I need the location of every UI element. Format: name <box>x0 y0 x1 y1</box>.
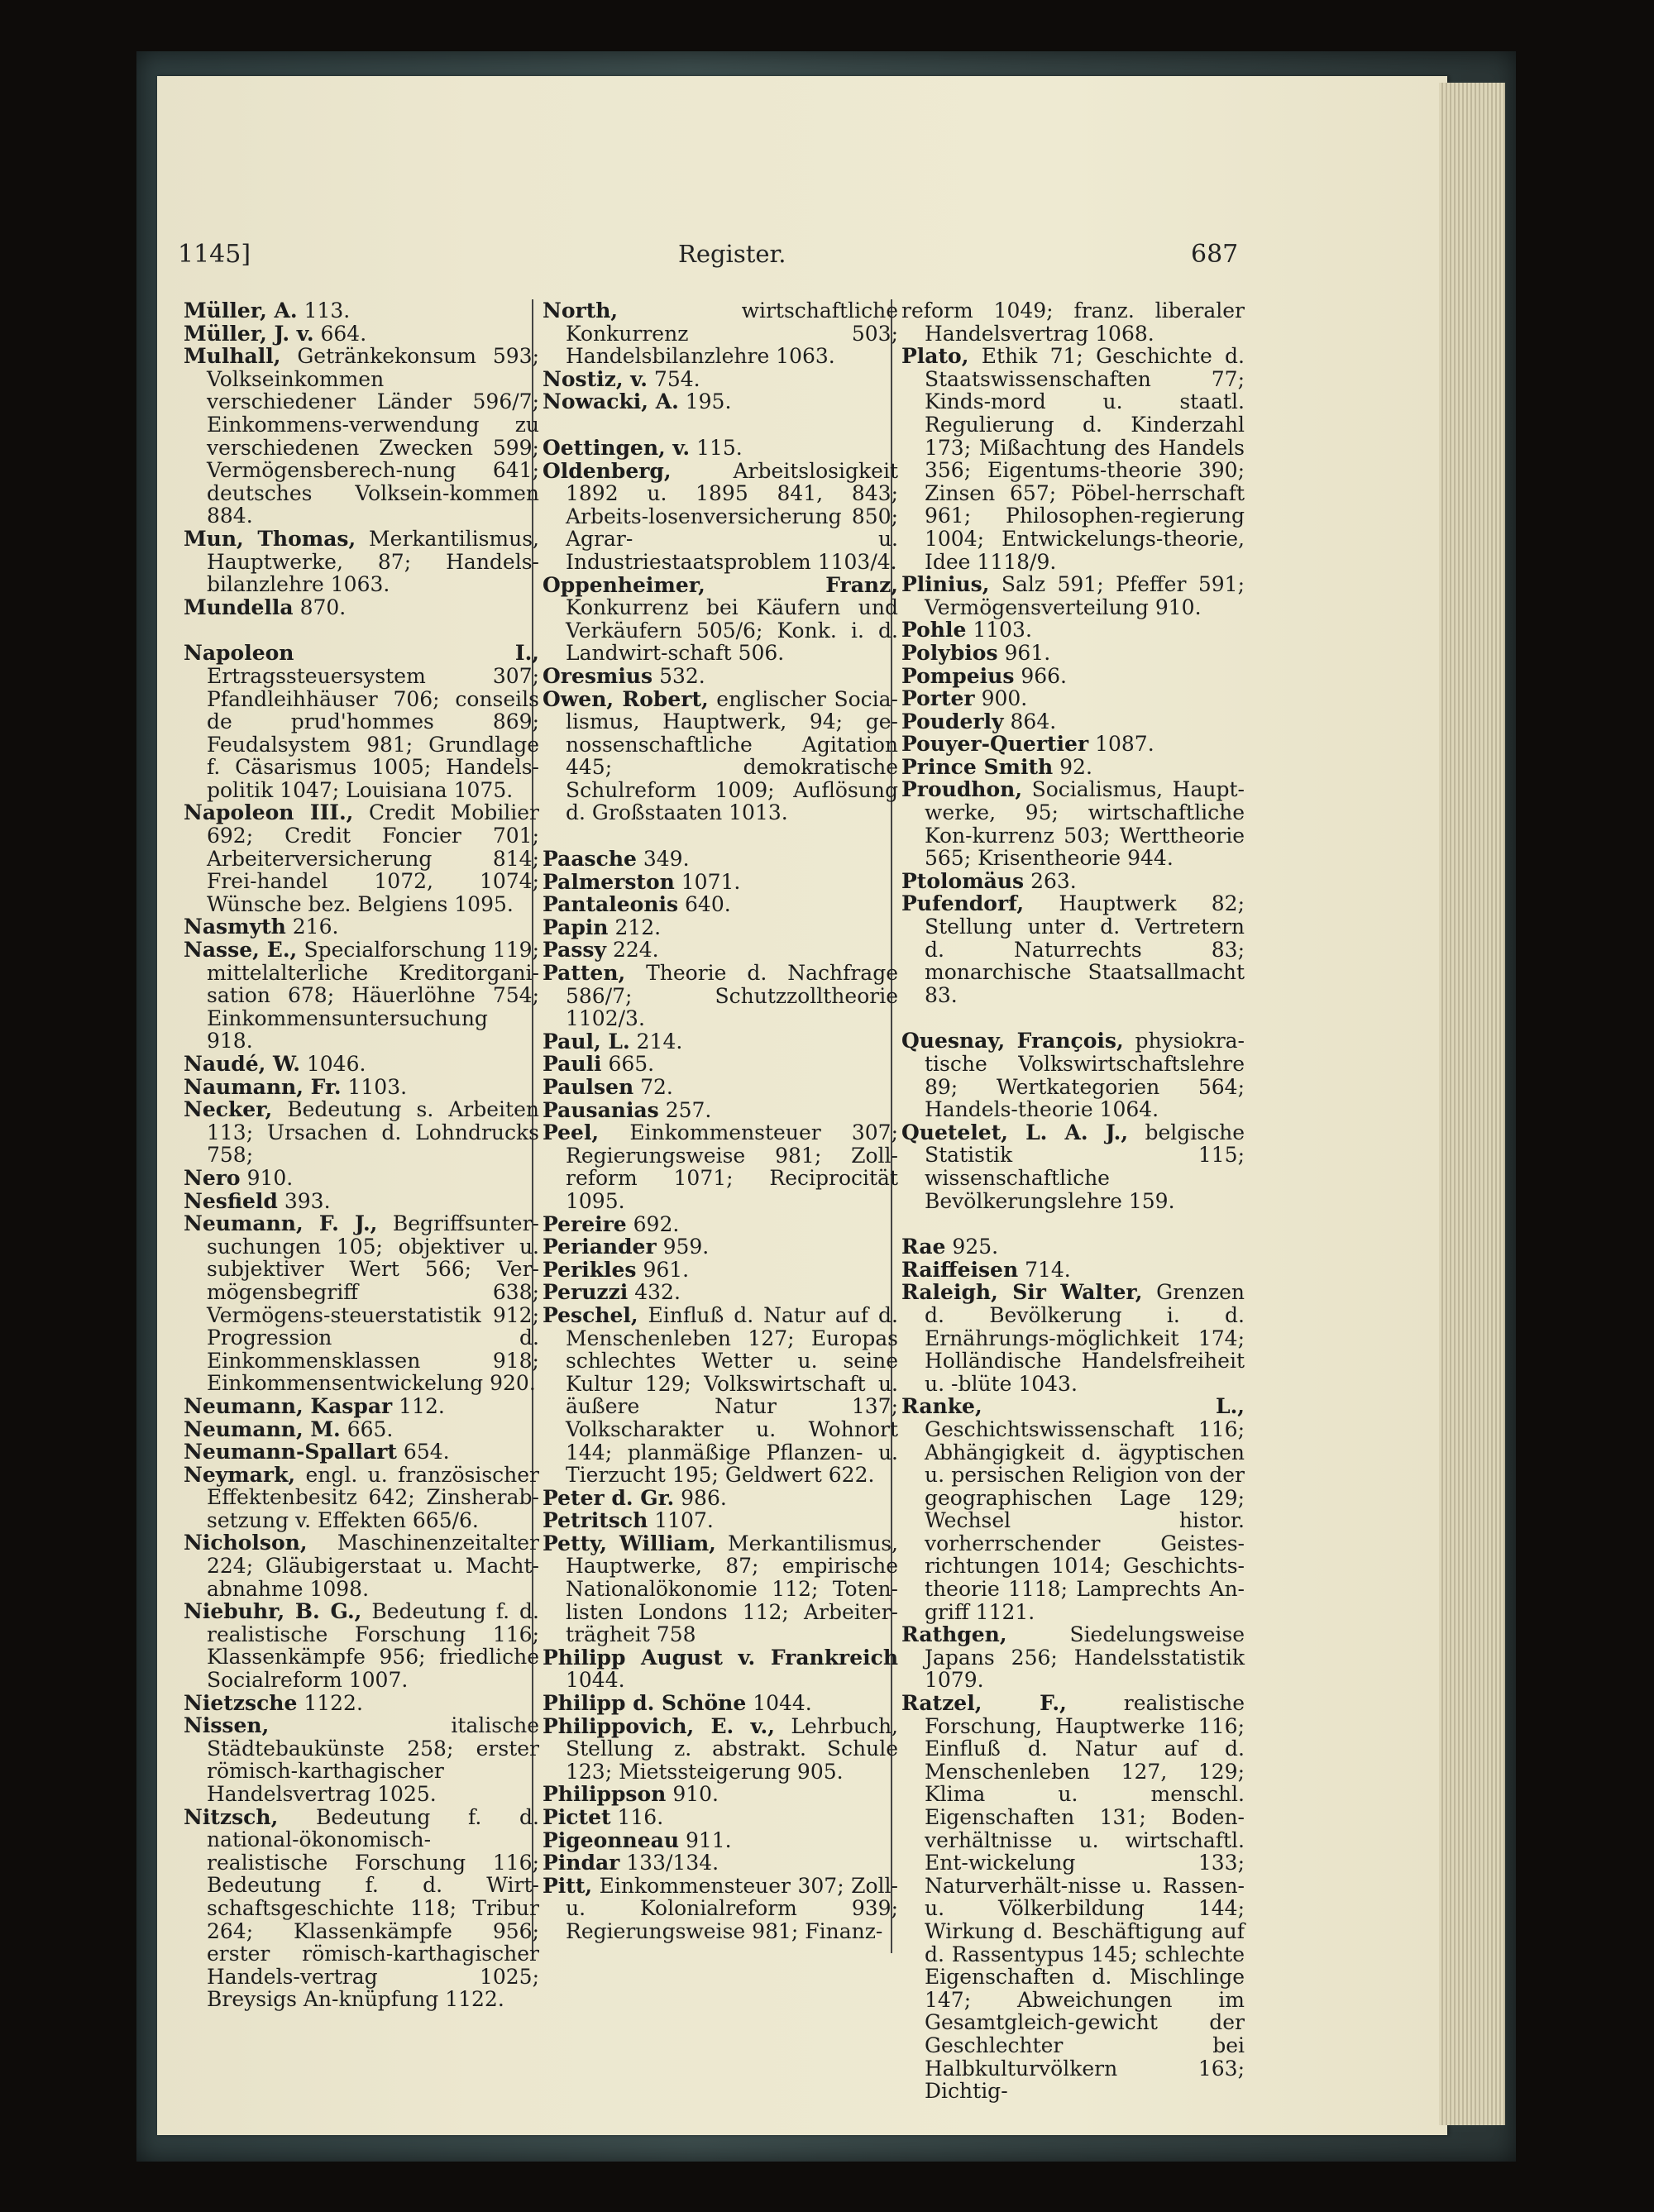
entry-name: Pausanias <box>543 1097 659 1122</box>
entry-name: Paasche <box>543 847 637 872</box>
index-entry <box>901 1281 1245 1395</box>
index-entry <box>184 801 539 915</box>
entry-references: 665. <box>347 1417 394 1441</box>
letter-section-gap <box>543 824 898 848</box>
entry-references: 112. <box>399 1393 445 1418</box>
entry-references: 432. <box>634 1280 681 1305</box>
entry-references: Ethik 71; Geschichte d. Staatswissenschaften 77; Kinds-mord u. staatl. Regulierung d. Kinderzahl 173; Mißachtung des Handels 356; Eigentums-theorie 390; Zinsen 657; Pöbel-herrschaft 961; Philosophen-regierung 1004; Entwickelungs-theorie, Idee 1118/9. <box>925 344 1245 574</box>
entry-name: Oresmius <box>543 663 653 688</box>
entry-references: 692. <box>633 1211 680 1236</box>
index-entry <box>543 1829 898 1852</box>
index-column-2 <box>543 299 898 1943</box>
entry-name: Papin <box>543 915 609 939</box>
entry-name: Nowacki, A. <box>543 389 679 414</box>
entry-references: Lehrbuch, Stellung z. abstrakt. Schule 123; Mietssteigerung 905. <box>566 1713 899 1784</box>
index-entry <box>184 915 539 939</box>
entry-references: 393. <box>284 1188 331 1213</box>
entry-references: 966. <box>1021 663 1068 688</box>
entry-name: Quesnay, François, <box>901 1029 1124 1053</box>
entry-references: 195. <box>685 389 732 414</box>
entry-name: Nostiz, v. <box>543 366 648 391</box>
entry-name: Plato, <box>901 344 969 369</box>
index-entry <box>543 1121 898 1212</box>
entry-name: Plinius, <box>901 572 990 597</box>
index-column-3 <box>901 299 1245 2103</box>
entry-references: Specialforschung 119; mittelalterliche Kreditorgani-sation 678; Häuerlöhne 754; Einkommensuntersuchung 918. <box>207 938 539 1053</box>
index-entry <box>543 437 898 460</box>
entry-name: Neumann-Spallart <box>184 1440 397 1464</box>
index-entry <box>901 299 1245 345</box>
entry-references: 665. <box>608 1052 655 1077</box>
entry-name: Naumann, Fr. <box>184 1074 342 1099</box>
index-entry <box>901 1121 1245 1212</box>
index-entry <box>901 870 1245 893</box>
index-entry <box>543 939 898 962</box>
index-entry <box>184 1053 539 1076</box>
index-entry <box>901 687 1245 710</box>
entry-references: Ertragssteuersystem 307; Pfandleihhäuser 706; conseils de prud'hommes 869; Feudalsystem 981; Grundlage f. Cäsarismus 1005; Handels-politik 1047; Louisiana 1075. <box>207 663 539 802</box>
entry-references: 115. <box>696 435 743 460</box>
index-entry <box>543 574 898 665</box>
entry-name: Nietzsche <box>184 1690 298 1715</box>
entry-name: Ratzel, F., <box>901 1691 1067 1716</box>
index-entry <box>184 1531 539 1600</box>
entry-references: 1087. <box>1095 732 1154 757</box>
index-entry <box>543 1806 898 1829</box>
entry-references: 349. <box>643 847 690 872</box>
entry-references: 714. <box>1025 1257 1071 1282</box>
entry-references: Grenzen d. Bevölkerung i. d. Ernährungs-möglichkeit 174; Holländische Handelsfreiheit u. -blüte 1043. <box>925 1280 1245 1396</box>
index-entry <box>901 665 1245 688</box>
entry-references: physiokra-tische Volkswirtschaftslehre 89; Wertkategorien 564; Handels-theorie 1064. <box>925 1029 1245 1122</box>
entry-name: Neumann, M. <box>184 1417 341 1441</box>
entry-references: Einkommensteuer 307; Zoll- u. Kolonialreform 939; Regierungsweise 981; Finanz- <box>566 1873 898 1943</box>
index-entry <box>184 322 539 346</box>
entry-references: 986. <box>681 1485 727 1510</box>
entry-name: Napoleon III., <box>184 800 354 825</box>
entry-name: Pauli <box>543 1052 602 1077</box>
entry-name: Nissen, <box>184 1713 270 1738</box>
index-entry <box>543 1783 898 1806</box>
entry-name: Prince Smith <box>901 754 1054 779</box>
index-entry <box>901 1259 1245 1282</box>
index-entry <box>543 871 898 894</box>
entry-name: Rathgen, <box>901 1622 1007 1647</box>
index-entry <box>543 299 898 368</box>
entry-name: Müller, J. v. <box>184 321 314 346</box>
letter-section-gap <box>901 1212 1245 1235</box>
index-entry <box>543 368 898 391</box>
index-entry <box>901 573 1245 619</box>
entry-name: Patten, <box>543 961 626 986</box>
entry-references: 133/134. <box>626 1851 719 1875</box>
index-entry <box>184 345 539 528</box>
entry-name: Philipp d. Schöne <box>543 1691 747 1716</box>
entry-name: Raiffeisen <box>901 1257 1019 1282</box>
entry-name: Pantaleonis <box>543 892 679 917</box>
entry-name: Naudé, W. <box>184 1052 300 1076</box>
entry-name: Philippovich, E. v., <box>543 1713 775 1738</box>
entry-references: Siedelungsweise Japans 256; Handelsstatistik 1079. <box>925 1622 1245 1693</box>
entry-name: Oppenheimer, Franz, <box>543 572 898 597</box>
index-entry <box>543 1646 898 1692</box>
entry-references: Socialismus, Haupt-werke, 95; wirtschaftliche Kon-kurrenz 503; Werttheorie 565; Krisentheorie 944. <box>925 777 1245 871</box>
index-entry <box>543 1715 898 1784</box>
entry-name: Müller, A. <box>184 299 298 322</box>
index-entry <box>901 778 1245 869</box>
index-entry <box>543 1851 898 1875</box>
entry-references: 911. <box>685 1827 732 1852</box>
entry-references: realistische Forschung, Hauptwerke 116; Einfluß d. Natur auf d. Menschenleben 127, 129; Klima u. menschl. Eigenschaften 131; Boden-verhältnisse u. wirtschaftl. Ent-wickelung 133; Naturverhält-nisse u. Rassen- u. Völkerbildung 144; Wirkung d. Beschäftigung auf d. Rassentypus 145; schlechte Eigenschaften d. Mischlinge 147; Abweichungen im Gesamtgleich-gewicht der Geschlechter bei Halbkulturvölkern 163; Dichtig- <box>925 1691 1245 2104</box>
entry-name: Pohle <box>901 618 967 643</box>
entry-references: 263. <box>1030 868 1077 893</box>
index-entry <box>901 1235 1245 1259</box>
index-entry <box>184 1806 539 2011</box>
entry-name: Owen, Robert, <box>543 686 709 711</box>
entry-name: Necker, <box>184 1097 273 1122</box>
entry-references: 900. <box>981 686 1028 711</box>
entry-name: Rae <box>901 1235 946 1259</box>
index-entry <box>901 892 1245 1006</box>
entry-name: Napoleon I., <box>184 641 539 666</box>
index-entry <box>184 1212 539 1395</box>
entry-references: 212. <box>614 915 662 939</box>
entry-references: Einkommensteuer 307; Regierungsweise 981; Zoll-reform 1071; Reciprocität 1095. <box>566 1120 898 1213</box>
index-entry <box>184 1464 539 1532</box>
entry-references: 664. <box>320 321 367 346</box>
index-entry <box>543 1281 898 1304</box>
entry-references: 640. <box>685 892 731 917</box>
index-entry <box>901 1030 1245 1120</box>
entry-references: Einfluß d. Natur auf d. Menschenleben 127; Europas schlechtes Wetter u. seine Kultur 129; Volkswirtschaft u. äußere Natur 137; Volkscharakter u. Wohnort 144; planmäßige Pflanzen- u. Tierzucht 195; Geldwert 622. <box>566 1302 898 1488</box>
entry-name: Perikles <box>543 1257 637 1282</box>
index-entry <box>184 1098 539 1167</box>
entry-name: Pompeius <box>901 663 1015 688</box>
entry-references: Maschinenzeitalter 224; Gläubigerstaat u. Macht-abnahme 1098. <box>207 1531 539 1601</box>
entry-name: Porter <box>901 686 975 711</box>
index-entry <box>543 390 898 413</box>
index-entry <box>543 1235 898 1259</box>
entry-references: 870. <box>299 595 347 619</box>
index-entry <box>543 1532 898 1646</box>
entry-name: Petritsch <box>543 1508 648 1533</box>
index-entry <box>543 893 898 916</box>
index-entry <box>901 1623 1245 1692</box>
index-entry <box>543 916 898 939</box>
entry-references: 910. <box>246 1165 294 1190</box>
entry-name: Polybios <box>901 640 998 665</box>
entry-name: Pictet <box>543 1805 611 1829</box>
letter-section-gap <box>543 413 898 437</box>
index-column-1 <box>184 299 539 2011</box>
entry-name: Raleigh, Sir Walter, <box>901 1280 1143 1305</box>
entry-references: Credit Mobilier 692; Credit Foncier 701; Arbeiterversicherung 814; Frei-handel 1072, 1074; Wünsche bez. Belgiens 1095. <box>207 800 539 916</box>
letter-section-gap <box>901 1006 1245 1030</box>
entry-name: Pindar <box>543 1851 620 1875</box>
index-entry <box>543 1030 898 1053</box>
entry-references: 864. <box>1010 709 1057 733</box>
entry-references: 1103. <box>973 618 1032 643</box>
index-entry <box>901 1692 1245 2103</box>
entry-references: Getränkekonsum 593; Volkseinkommen verschiedener Länder 596/7; Einkommens-verwendung zu verschiedenen Zwecken 599; Vermögensberech-nung 641; deutsches Volksein-kommen 884. <box>207 344 539 528</box>
entry-name: Niebuhr, B. G., <box>184 1599 362 1624</box>
entry-name: Nitzsch, <box>184 1804 279 1829</box>
entry-name: Ptolomäus <box>901 868 1025 893</box>
entry-references: 72. <box>640 1075 673 1099</box>
entry-references: 1044. <box>566 1668 625 1693</box>
index-entry <box>184 299 539 322</box>
index-entry <box>543 1304 898 1487</box>
entry-references: 1122. <box>304 1690 363 1715</box>
entry-name: Peruzzi <box>543 1280 629 1305</box>
entry-name: Neumann, F. J., <box>184 1211 378 1236</box>
entry-name: Peter d. Gr. <box>543 1485 675 1510</box>
entry-references: 214. <box>636 1029 683 1053</box>
entry-references: 910. <box>672 1782 719 1807</box>
entry-references: 1103. <box>347 1074 408 1099</box>
entry-name: Peschel, <box>543 1302 638 1327</box>
entry-references: 1107. <box>654 1508 714 1533</box>
entry-name: Nasmyth <box>184 915 286 939</box>
letter-section-gap <box>184 619 539 642</box>
index-entry <box>184 1076 539 1099</box>
entry-references: 116. <box>617 1805 664 1829</box>
entry-name: Petty, William, <box>543 1531 716 1555</box>
entry-references: Begriffsunter-suchungen 105; objektiver u. subjektiver Wert 566; Ver-mögensbegriff 638; Vermögens-steuerstatistik 912; Progression d. Einkommensklassen 918; Einkommensentwickelung 920. <box>207 1211 539 1396</box>
entry-name: Neumann, Kaspar <box>184 1393 393 1418</box>
index-entry <box>184 1692 539 1715</box>
entry-name: Passy <box>543 938 607 963</box>
index-entry <box>543 688 898 825</box>
entry-name: Nicholson, <box>184 1531 308 1555</box>
entry-references: 216. <box>292 915 339 939</box>
entry-name: Periander <box>543 1235 657 1259</box>
entry-references: Bedeutung f. d. national-ökonomisch-realistische Forschung 116; Bedeutung f. d. Wirt-schaftsgeschichte 118; Tribur 264; Klassenkämpfe 956; erster römisch-karthagischer Handels-vertrag 1025; Breysigs An-knüpfung 1122. <box>207 1804 539 2012</box>
entry-name: Nero <box>184 1165 241 1190</box>
entry-name: Pigeonneau <box>543 1827 679 1852</box>
entry-references: 92. <box>1059 754 1092 779</box>
entry-name: Paul, L. <box>543 1029 630 1053</box>
index-entry <box>901 710 1245 733</box>
index-entry <box>543 962 898 1030</box>
left-page-number: 1145] <box>178 240 251 269</box>
index-entry <box>901 733 1245 756</box>
entry-name: Pitt, <box>543 1873 593 1898</box>
entry-references: 961. <box>1004 640 1051 665</box>
entry-name: Peel, <box>543 1120 600 1145</box>
index-entry <box>543 1099 898 1122</box>
entry-references: reform 1049; franz. liberaler Handelsvertrag 1068. <box>901 299 1245 346</box>
entry-references: Arbeitslosigkeit 1892 u. 1895 841, 843; Arbeits-losenversicherung 850; Agrar- u. Industriestaatsproblem 1103/4. <box>566 458 898 574</box>
entry-name: Paulsen <box>543 1075 634 1099</box>
entry-references: 754. <box>653 366 700 391</box>
index-entry <box>543 1692 898 1715</box>
entry-name: Philippson <box>543 1782 667 1807</box>
entry-name: Mundella <box>184 595 294 619</box>
entry-name: Proudhon, <box>901 777 1023 802</box>
index-entry <box>184 939 539 1053</box>
entry-references: Theorie d. Nachfrage 586/7; Schutzzolltheorie 1102/3. <box>566 961 898 1031</box>
index-entry <box>901 345 1245 573</box>
entry-references: 224. <box>612 938 659 963</box>
entry-name: Pouderly <box>901 709 1004 733</box>
entry-name: Mun, Thomas, <box>184 526 356 551</box>
entry-references: 1046. <box>306 1052 366 1076</box>
entry-references: Hauptwerk 82; Stellung unter d. Vertretern d. Naturrechts 83; monarchische Staatsallmacht 83. <box>925 891 1245 1007</box>
entry-name: Pufendorf, <box>901 891 1025 916</box>
index-entry <box>184 1418 539 1441</box>
entry-references: englischer Socia-lismus, Hauptwerk, 94; ge-nossenschaftliche Agitation 445; demokratische Schulreform 1009; Auflösung d. Großstaaten 1013. <box>566 686 898 825</box>
entry-name: Nasse, E., <box>184 938 298 963</box>
running-title: Register. <box>678 240 786 268</box>
entry-references: Geschichtswissenschaft 116; Abhängigkeit d. ägyptischen u. persischen Religion von der geographischen Lage 129; Wechsel histor. vorherrschender Geistes-richtungen 1014; Geschichts-theorie 1118; Lamprechts An-griff 1121. <box>925 1417 1245 1624</box>
index-entry <box>901 642 1245 665</box>
index-entry <box>543 1509 898 1532</box>
entry-name: Mulhall, <box>184 344 281 369</box>
entry-references: 113. <box>304 299 351 322</box>
entry-references: 532. <box>659 663 705 688</box>
entry-name: Ranke, L., <box>901 1394 1245 1419</box>
index-entry <box>543 665 898 688</box>
entry-references: 961. <box>643 1257 690 1282</box>
entry-references: belgische Statistik 115; wissenschaftliche Bevölkerungslehre 159. <box>925 1120 1245 1213</box>
index-entry <box>543 460 898 574</box>
entry-references: 1044. <box>753 1691 812 1716</box>
index-entry <box>543 1213 898 1236</box>
entry-references: italische Städtebaukünste 258; erster römisch-karthagischer Handelsvertrag 1025. <box>207 1713 539 1806</box>
page-edges <box>1439 83 1505 2125</box>
index-entry <box>184 528 539 596</box>
index-entry <box>184 1167 539 1190</box>
entry-name: Oettingen, v. <box>543 435 691 460</box>
entry-references: Merkantilismus, Hauptwerke, 87; empirische Nationalökonomie 112; Toten-listen Londons 112; Arbeiter-trägheit 758 <box>566 1531 898 1647</box>
entry-name: Pereire <box>543 1211 627 1236</box>
entry-references: Bedeutung s. Arbeiten 113; Ursachen d. Lohndrucks 758; <box>207 1097 539 1168</box>
index-entry <box>901 1395 1245 1623</box>
index-entry <box>543 1259 898 1282</box>
right-page-number: 687 <box>1191 240 1239 269</box>
index-entry <box>184 1714 539 1805</box>
entry-name: Nesfield <box>184 1188 278 1213</box>
entry-references: Merkantilismus, Hauptwerke, 87; Handels-bilanzlehre 1063. <box>207 526 539 597</box>
entry-references: 1071. <box>681 869 741 894</box>
entry-name: Philipp August v. Frankreich <box>543 1645 898 1670</box>
index-entry <box>184 596 539 619</box>
index-entry <box>543 1053 898 1076</box>
entry-name: Pouyer-Quertier <box>901 732 1089 757</box>
entry-name: North, <box>543 299 619 322</box>
entry-references: Salz 591; Pfeffer 591; Vermögensverteilung 910. <box>925 572 1245 619</box>
index-entry <box>901 619 1245 642</box>
index-entry <box>184 1440 539 1464</box>
entry-name: Palmerston <box>543 869 675 894</box>
entry-references: Bedeutung f. d. realistische Forschung 116; Klassenkämpfe 956; friedliche Socialreform 1007. <box>207 1599 539 1693</box>
entry-references: 959. <box>662 1235 710 1259</box>
entry-references: engl. u. französischer Effektenbesitz 642; Zinsherab-setzung v. Effekten 665/6. <box>207 1462 539 1532</box>
index-entry <box>543 848 898 871</box>
entry-name: Oldenberg, <box>543 458 672 483</box>
entry-references: 257. <box>665 1097 712 1122</box>
index-entry <box>543 1076 898 1099</box>
entry-references: 654. <box>403 1440 450 1464</box>
entry-name: Neymark, <box>184 1462 296 1487</box>
entry-references: 925. <box>952 1235 999 1259</box>
index-entry <box>184 1600 539 1691</box>
index-entry <box>184 1190 539 1213</box>
entry-references: wirtschaftliche Konkurrenz 503; Handelsbilanzlehre 1063. <box>566 299 898 369</box>
entry-references: Konkurrenz bei Käufern und Verkäufern 505/6; Konk. i. d. Landwirt-schaft 506. <box>566 595 898 666</box>
entry-name: Quetelet, L. A. J., <box>901 1120 1129 1144</box>
index-entry <box>184 642 539 801</box>
index-entry <box>184 1395 539 1418</box>
index-entry <box>901 756 1245 779</box>
index-entry <box>543 1875 898 1943</box>
index-entry <box>543 1487 898 1510</box>
